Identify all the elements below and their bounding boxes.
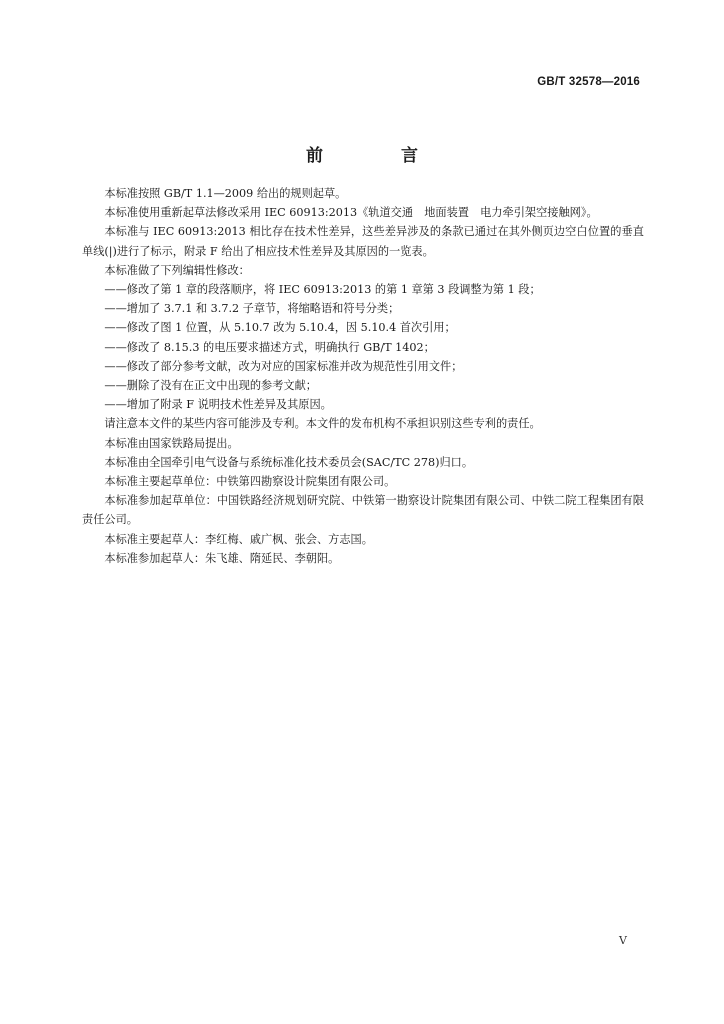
paragraph-participating-units: 本标准参加起草单位：中国铁路经济规划研究院、中铁第一勘察设计院集团有限公司、中铁二院工程集团有限责任公司。 [82, 494, 644, 527]
list-item: ——修改了第 1 章的段落顺序，将 IEC 60913:2013 的第 1 章第 3 段调整为第 1 段； [104, 283, 541, 297]
page-number: V [619, 934, 627, 947]
paragraph-adoption: 本标准使用重新起草法修改采用 IEC 60913:2013《轨道交通 地面装置 电力牵引架空接触网》。 [104, 206, 598, 220]
paragraph-main-drafting-unit: 本标准主要起草单位：中铁第四勘察设计院集团有限公司。 [104, 475, 396, 489]
page-title: 前 言 [306, 146, 454, 166]
paragraph-proposed-by: 本标准由国家铁路局提出。 [104, 436, 239, 450]
paragraph-technical-differences: 本标准与 IEC 60913:2013 相比存在技术性差异，这些差异涉及的条款已通过在其外侧页边空白位置的垂直单线(|)进行了标示，附录 F 给出了相应技术性差异及其原因的一览表。 [82, 225, 644, 258]
paragraph-editorial-intro: 本标准做了下列编辑性修改： [104, 263, 250, 277]
list-item: ——增加了附录 F 说明技术性差异及其原因。 [104, 398, 332, 412]
paragraph-drafting-rules: 本标准按照 GB/T 1.1—2009 给出的规则起草。 [104, 187, 347, 200]
standard-code: GB/T 32578—2016 [537, 76, 640, 88]
list-item: ——修改了 8.15.3 的电压要求描述方式，明确执行 GB/T 1402； [104, 340, 435, 354]
paragraph-patent-notice: 请注意本文件的某些内容可能涉及专利。本文件的发布机构不承担识别这些专利的责任。 [104, 417, 541, 431]
list-item: ——删除了没有在正文中出现的参考文献； [104, 379, 317, 393]
list-item: ——增加了 3.7.1 和 3.7.2 子章节，将缩略语和符号分类； [104, 302, 400, 316]
paragraph-main-drafters: 本标准主要起草人：李红梅、戚广枫、张会、方志国。 [104, 532, 373, 546]
foreword-body [82, 184, 644, 568]
list-item: ——修改了图 1 位置，从 5.10.7 改为 5.10.4，因 5.10.4 首次引用； [104, 321, 456, 335]
list-item: ——修改了部分参考文献，改为对应的国家标准并改为规范性引用文件； [104, 359, 463, 373]
paragraph-under-jurisdiction: 本标准由全国牵引电气设备与系统标准化技术委员会(SAC/TC 278)归口。 [104, 455, 474, 469]
paragraph-participating-drafters: 本标准参加起草人：朱飞雄、隋延民、李朝阳。 [104, 551, 340, 565]
